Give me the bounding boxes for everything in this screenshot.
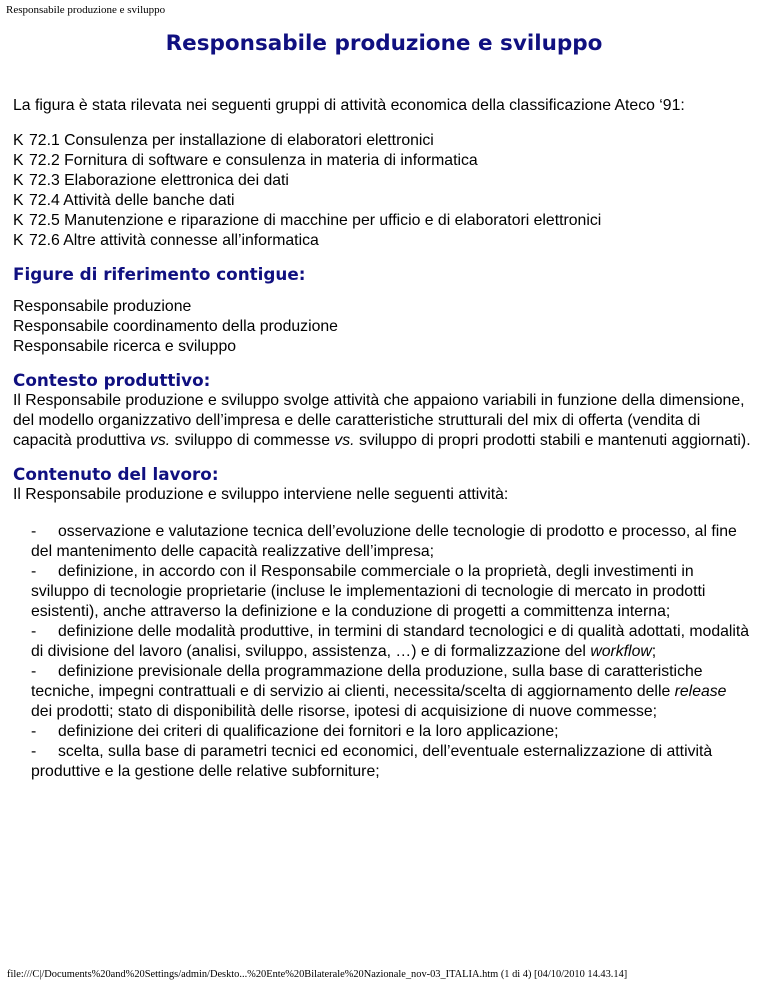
activity-text: scelta, sulla base di parametri tecnici ed economici, dell’eventuale esternalizzazione di attività produttive e la gestione delle relative subforniture; (31, 743, 713, 780)
ateco-item (13, 171, 755, 191)
contesto-text: sviluppo di propri prodotti stabili e mantenuti aggiornati). (354, 432, 751, 449)
ateco-letter: K (13, 232, 24, 249)
reference-figure: Responsabile coordinamento della produzione (13, 318, 338, 335)
dash-marker: - (31, 563, 37, 580)
ateco-text: 72.1 Consulenza per installazione di elaboratori elettronici (29, 132, 434, 149)
contesto-vs: vs. (150, 432, 171, 449)
ateco-letter: K (13, 172, 24, 189)
activity-item (31, 522, 751, 562)
ateco-text: 72.5 Manutenzione e riparazione di macchine per ufficio e di elaboratori elettronici (29, 212, 602, 229)
ateco-list (13, 131, 755, 251)
page-title: Responsabile produzione e sviluppo (165, 31, 603, 56)
contesto-text: sviluppo di commesse (170, 432, 335, 449)
ateco-item (13, 131, 755, 151)
activity-text: ; (651, 643, 657, 660)
activity-item (31, 722, 751, 742)
ateco-letter: K (13, 192, 24, 209)
reference-figure: Responsabile produzione (13, 298, 192, 315)
activity-text: definizione delle modalità produttive, in termini di standard tecnologici e di qualità adottati, modalità di divisione del lavoro (analisi, sviluppo, assistenza, …) e di formalizzazione del (31, 623, 750, 660)
intro-paragraph: La figura è stata rilevata nei seguenti gruppi di attività economica della classificazione Ateco ‘91: (13, 97, 685, 114)
activity-text: definizione previsionale della programmazione della produzione, sulla base di caratteristiche tecniche, impegni contrattuali e di servizio ai clienti, necessita/scelta di aggiornamento delle (31, 663, 703, 700)
ateco-letter: K (13, 152, 24, 169)
dash-marker: - (31, 723, 37, 740)
section-heading-figure: Figure di riferimento contigue: (13, 264, 306, 284)
dash-marker: - (31, 523, 37, 540)
reference-figure: Responsabile ricerca e sviluppo (13, 338, 237, 355)
ateco-text: 72.6 Altre attività connesse all’informatica (29, 232, 319, 249)
document-body (13, 96, 755, 782)
contesto-paragraph (13, 391, 755, 451)
ateco-item (13, 151, 755, 171)
section-heading-contesto: Contesto produttivo: (13, 370, 211, 390)
contesto-vs: vs. (334, 432, 355, 449)
section-heading-contenuto: Contenuto del lavoro: (13, 464, 219, 484)
ateco-letter: K (13, 132, 24, 149)
activity-emphasis: release (674, 683, 727, 700)
ateco-item (13, 191, 755, 211)
ateco-letter: K (13, 212, 24, 229)
dash-marker: - (31, 743, 37, 760)
contenuto-intro: Il Responsabile produzione e sviluppo interviene nelle seguenti attività: (13, 486, 509, 503)
activity-item (31, 622, 751, 662)
ateco-item (13, 231, 755, 251)
reference-figures-list (13, 297, 755, 357)
activity-text: osservazione e valutazione tecnica dell’evoluzione delle tecnologie di prodotto e processo, al fine del mantenimento delle capacità realizzative dell’impresa; (31, 523, 737, 560)
activity-item (31, 562, 751, 622)
ateco-item (13, 211, 755, 231)
contesto-text: Il Responsabile produzione e sviluppo svolge attività che appaiono variabili in funzione della dimensione, del modello organizzativo dell’impresa e delle caratteristiche strutturali del mix di offerta (vendita di capacità produttiva (13, 392, 745, 449)
activity-text: definizione, in accordo con il Responsabile commerciale o la proprietà, degli investimenti in sviluppo di tecnologie proprietarie (incluse le implementazioni di tecnologie di mercato in prodotti esistenti), anche attraverso la definizione e la conduzione di progetti a committenza interna; (31, 563, 706, 620)
activity-emphasis: workflow (590, 643, 652, 660)
ateco-text: 72.4 Attività delle banche dati (29, 192, 235, 209)
ateco-text: 72.2 Fornitura di software e consulenza in materia di informatica (29, 152, 478, 169)
running-header: Responsabile produzione e sviluppo (6, 4, 166, 16)
activity-list (13, 522, 755, 782)
page-footer-url: file:///C|/Documents%20and%20Settings/admin/Deskto...%20Ente%20Bilaterale%20Nazionale_nov-03_ITALIA.htm (1 di 4) [04/10/2010 14.43.14] (7, 969, 628, 980)
dash-marker: - (31, 663, 37, 680)
activity-item (31, 742, 751, 782)
dash-marker: - (31, 623, 37, 640)
ateco-text: 72.3 Elaborazione elettronica dei dati (29, 172, 289, 189)
activity-text: definizione dei criteri di qualificazione dei fornitori e la loro applicazione; (58, 723, 559, 740)
activity-item (31, 662, 751, 722)
activity-text: dei prodotti; stato di disponibilità delle risorse, ipotesi di acquisizione di nuove commesse; (31, 703, 658, 720)
